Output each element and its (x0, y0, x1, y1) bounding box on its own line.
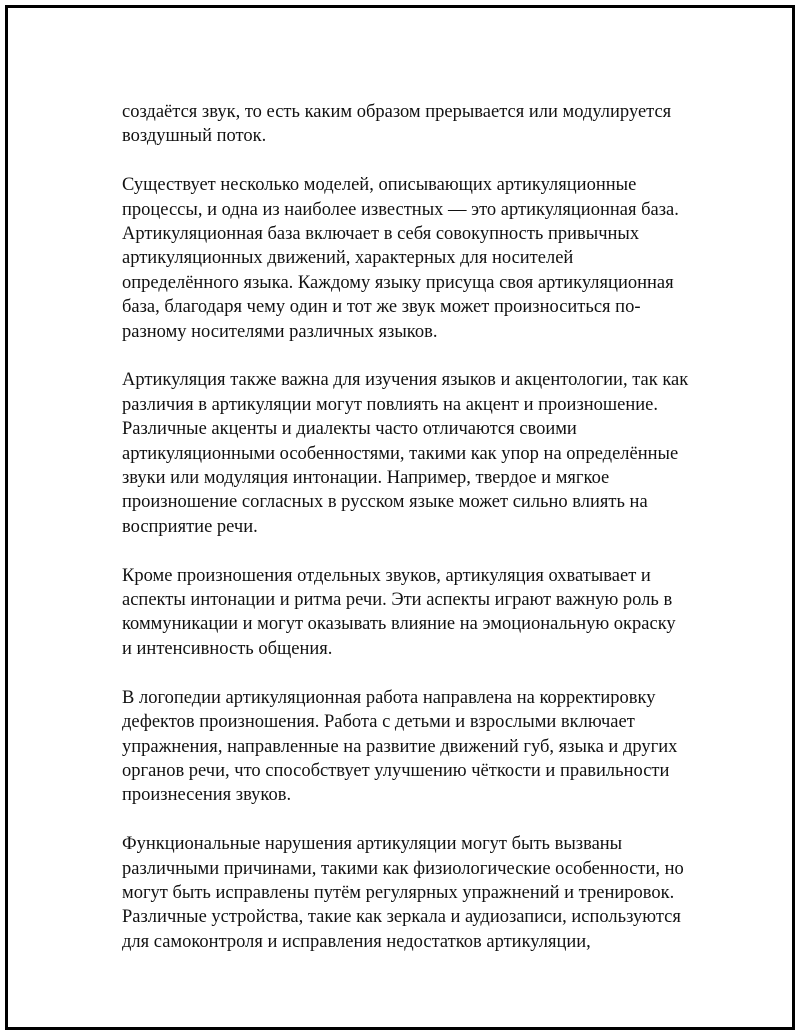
document-body (122, 100, 702, 979)
paragraph-4: Кроме произношения отдельных звуков, артикуляция охватывает и аспекты интонации и ритма речи. Эти аспекты играют важную роль в коммуникации и могут оказывать влияние на эмоциональную окраску и интенсивность общения. (122, 565, 676, 659)
paragraph-2: Существует несколько моделей, описывающих артикуляционные процессы, и одна из наиболее известных — это артикуляционная база. Артикуляционная база включает в себя совокупность привычных артикуляционных движений, характерных для носителей определённого языка. Каждому языку присуща своя артикуляционная база, благодаря чему один и тот же звук может произноситься по- разному носителями различных языков. (122, 175, 679, 342)
paragraph-1: создаётся звук, то есть каким образом прерывается или модулируется воздушный поток. (122, 102, 672, 147)
paragraph-3: Артикуляция также важна для изучения языков и акцентологии, так как различия в артикуляции могут повлиять на акцент и произношение. Различные акценты и диалекты часто отличаются своими артикуляционными особенностями, такими как упор на определённые звуки или модуляция интонации. Например, твердое и мягкое произношение согласных в русском языке может сильно влиять на восприятие речи. (122, 370, 689, 537)
paragraph-5: В логопедии артикуляционная работа направлена на корректировку дефектов произношения. Работа с детьми и взрослыми включает упражнения, направленные на развитие движений губ, языка и других органов речи, что способствует улучшению чёткости и правильности произнесения звуков. (122, 687, 678, 806)
paragraph-6: Функциональные нарушения артикуляции могут быть вызваны различными причинами, такими как физиологические особенности, но могут быть исправлены путём регулярных упражнений и тренировок. Различные устройства, такие как зеркала и аудиозаписи, используются для самоконтроля и исправления недостатков артикуляции, (122, 834, 684, 952)
page-frame (5, 5, 795, 1030)
